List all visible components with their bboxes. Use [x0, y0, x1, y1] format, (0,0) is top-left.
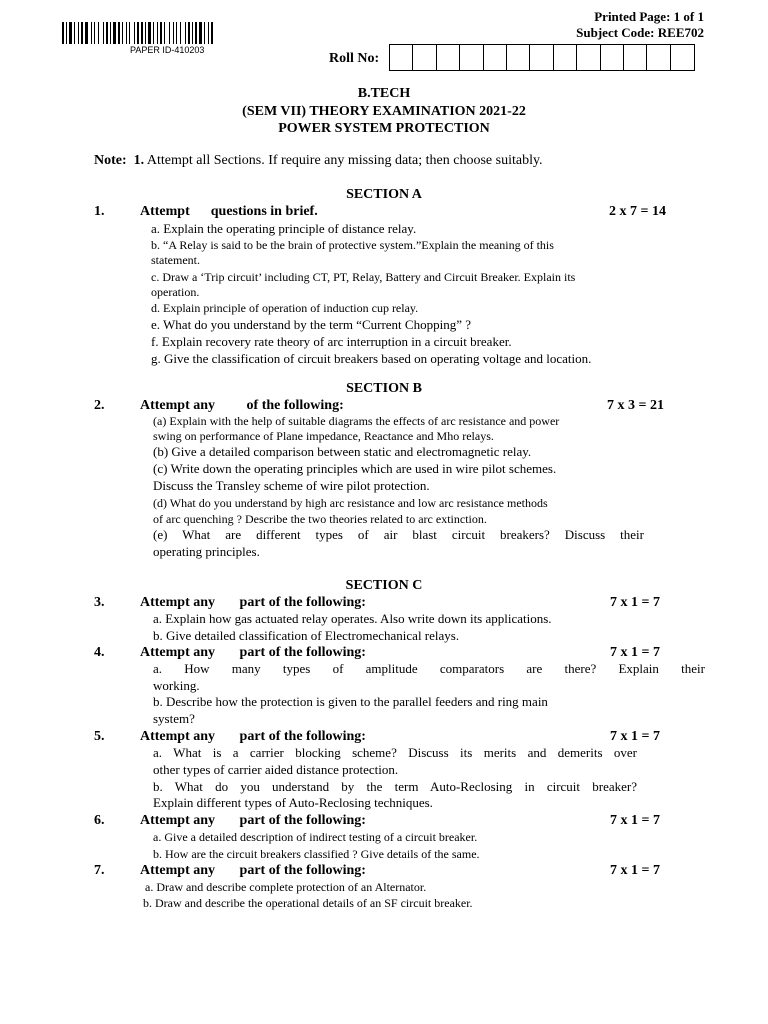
q4-part-b: b. Describe how the protection is given to the parallel feeders and ring main — [153, 694, 548, 709]
q4-instruction: Attempt any part of the following: — [140, 645, 366, 660]
q2-part-d: (d) What do you understand by high arc resistance and low arc resistance methods — [153, 496, 548, 510]
barcode — [62, 22, 290, 44]
q5-instruction: Attempt any part of the following: — [140, 729, 366, 744]
roll-number-box — [577, 45, 600, 70]
exam-title: (SEM VII) THEORY EXAMINATION 2021-22 — [242, 104, 526, 119]
q1-part-a: a. Explain the operating principle of distance relay. — [151, 221, 417, 236]
note-label: Note: — [94, 153, 127, 168]
q6-number: 6. — [94, 813, 105, 828]
roll-number-box — [437, 45, 460, 70]
q5-number: 5. — [94, 729, 105, 744]
q2-part-b: (b) Give a detailed comparison between static and electromagnetic relay. — [153, 444, 532, 459]
q1-part-f: f. Explain recovery rate theory of arc interruption in a circuit breaker. — [151, 334, 512, 349]
q1-number: 1. — [94, 204, 105, 219]
roll-number-label: Roll No: — [329, 51, 380, 66]
section-c-title: SECTION C — [345, 578, 423, 593]
q5-marks: 7 x 1 = 7 — [610, 729, 660, 744]
roll-number-box — [671, 45, 694, 70]
q2-part-c-cont: Discuss the Transley scheme of wire pilot protection. — [153, 478, 430, 493]
q3-part-b: b. Give detailed classification of Electromechanical relays. — [153, 628, 460, 643]
q6-marks: 7 x 1 = 7 — [610, 813, 660, 828]
q5-part-b-cont: Explain different types of Auto-Reclosing techniques. — [153, 795, 433, 810]
q2-number: 2. — [94, 398, 105, 413]
roll-number-box — [390, 45, 413, 70]
q4-number: 4. — [94, 645, 105, 660]
q4-part-b-cont: system? — [153, 711, 195, 726]
q3-marks: 7 x 1 = 7 — [610, 595, 660, 610]
q1-part-d: d. Explain principle of operation of induction cup relay. — [151, 301, 419, 315]
q2-part-e: (e) What are different types of air blast circuit breakers? Discuss their — [153, 527, 644, 542]
q2-instruction: Attempt any of the following: — [140, 398, 344, 413]
q1-instruction: Attempt questions in brief. — [140, 204, 318, 219]
subject-title: POWER SYSTEM PROTECTION — [278, 121, 490, 136]
q1-part-e: e. What do you understand by the term “Current Chopping” ? — [151, 317, 471, 332]
q7-part-a: a. Draw and describe complete protection of an Alternator. — [145, 880, 427, 894]
q6-part-b: b. How are the circuit breakers classified ? Give details of the same. — [153, 847, 480, 861]
q1-part-c: c. Draw a ‘Trip circuit’ including CT, PT, Relay, Battery and Circuit Breaker. Explain its — [151, 270, 576, 284]
subject-code: Subject Code: REE702 — [576, 25, 704, 40]
q1-part-c-cont: operation. — [151, 285, 200, 299]
q7-instruction: Attempt any part of the following: — [140, 863, 366, 878]
q5-part-a-cont: other types of carrier aided distance protection. — [153, 762, 399, 777]
q7-number: 7. — [94, 863, 105, 878]
roll-number-box — [484, 45, 507, 70]
roll-number-box — [530, 45, 553, 70]
roll-number-box — [601, 45, 624, 70]
paper-id: PAPER ID-410203 — [130, 45, 205, 55]
q7-marks: 7 x 1 = 7 — [610, 863, 660, 878]
degree-title: B.TECH — [357, 86, 411, 101]
q1-part-b: b. “A Relay is said to be the brain of protective system.”Explain the meaning of this — [151, 238, 554, 252]
roll-number-box — [413, 45, 436, 70]
roll-number-box — [647, 45, 670, 70]
roll-number-box — [460, 45, 483, 70]
q2-part-a: (a) Explain with the help of suitable diagrams the effects of arc resistance and power — [153, 414, 560, 428]
q3-instruction: Attempt any part of the following: — [140, 595, 366, 610]
q6-part-a: a. Give a detailed description of indirect testing of a circuit breaker. — [153, 830, 478, 844]
q1-part-b-cont: statement. — [151, 253, 200, 267]
q2-part-d-cont: of arc quenching ? Describe the two theories related to arc extinction. — [153, 512, 487, 526]
q7-part-b: b. Draw and describe the operational details of an SF circuit breaker. — [143, 896, 473, 910]
q2-marks: 7 x 3 = 21 — [607, 398, 664, 413]
q4-part-a-cont: working. — [153, 678, 200, 693]
note — [94, 153, 543, 169]
roll-number-box — [507, 45, 530, 70]
q1-marks: 2 x 7 = 14 — [609, 204, 666, 219]
roll-number-box — [624, 45, 647, 70]
q1-part-g: g. Give the classification of circuit breakers based on operating voltage and location. — [151, 351, 592, 366]
printed-page: Printed Page: 1 of 1 — [594, 9, 704, 24]
q2-part-a-cont: swing on performance of Plane impedance, Reactance and Mho relays. — [153, 429, 494, 443]
q6-instruction: Attempt any part of the following: — [140, 813, 366, 828]
q5-part-a: a. What is a carrier blocking scheme? Discuss its merits and demerits over — [153, 745, 637, 760]
q4-part-a: a. How many types of amplitude comparators are there? Explain their — [153, 661, 705, 676]
section-a-title: SECTION A — [346, 187, 422, 202]
q4-marks: 7 x 1 = 7 — [610, 645, 660, 660]
q2-part-c: (c) Write down the operating principles which are used in wire pilot schemes. — [153, 461, 557, 476]
q3-number: 3. — [94, 595, 105, 610]
note-number: 1. — [133, 153, 145, 168]
q2-part-e-cont: operating principles. — [153, 544, 260, 559]
note-text: Attempt all Sections. If require any missing data; then choose suitably. — [146, 153, 543, 168]
q5-part-b: b. What do you understand by the term Auto-Reclosing in circuit breaker? — [153, 779, 637, 794]
q3-part-a: a. Explain how gas actuated relay operates. Also write down its applications. — [153, 611, 552, 626]
roll-number-box — [554, 45, 577, 70]
section-b-title: SECTION B — [346, 381, 422, 396]
roll-number-boxes — [389, 44, 695, 71]
